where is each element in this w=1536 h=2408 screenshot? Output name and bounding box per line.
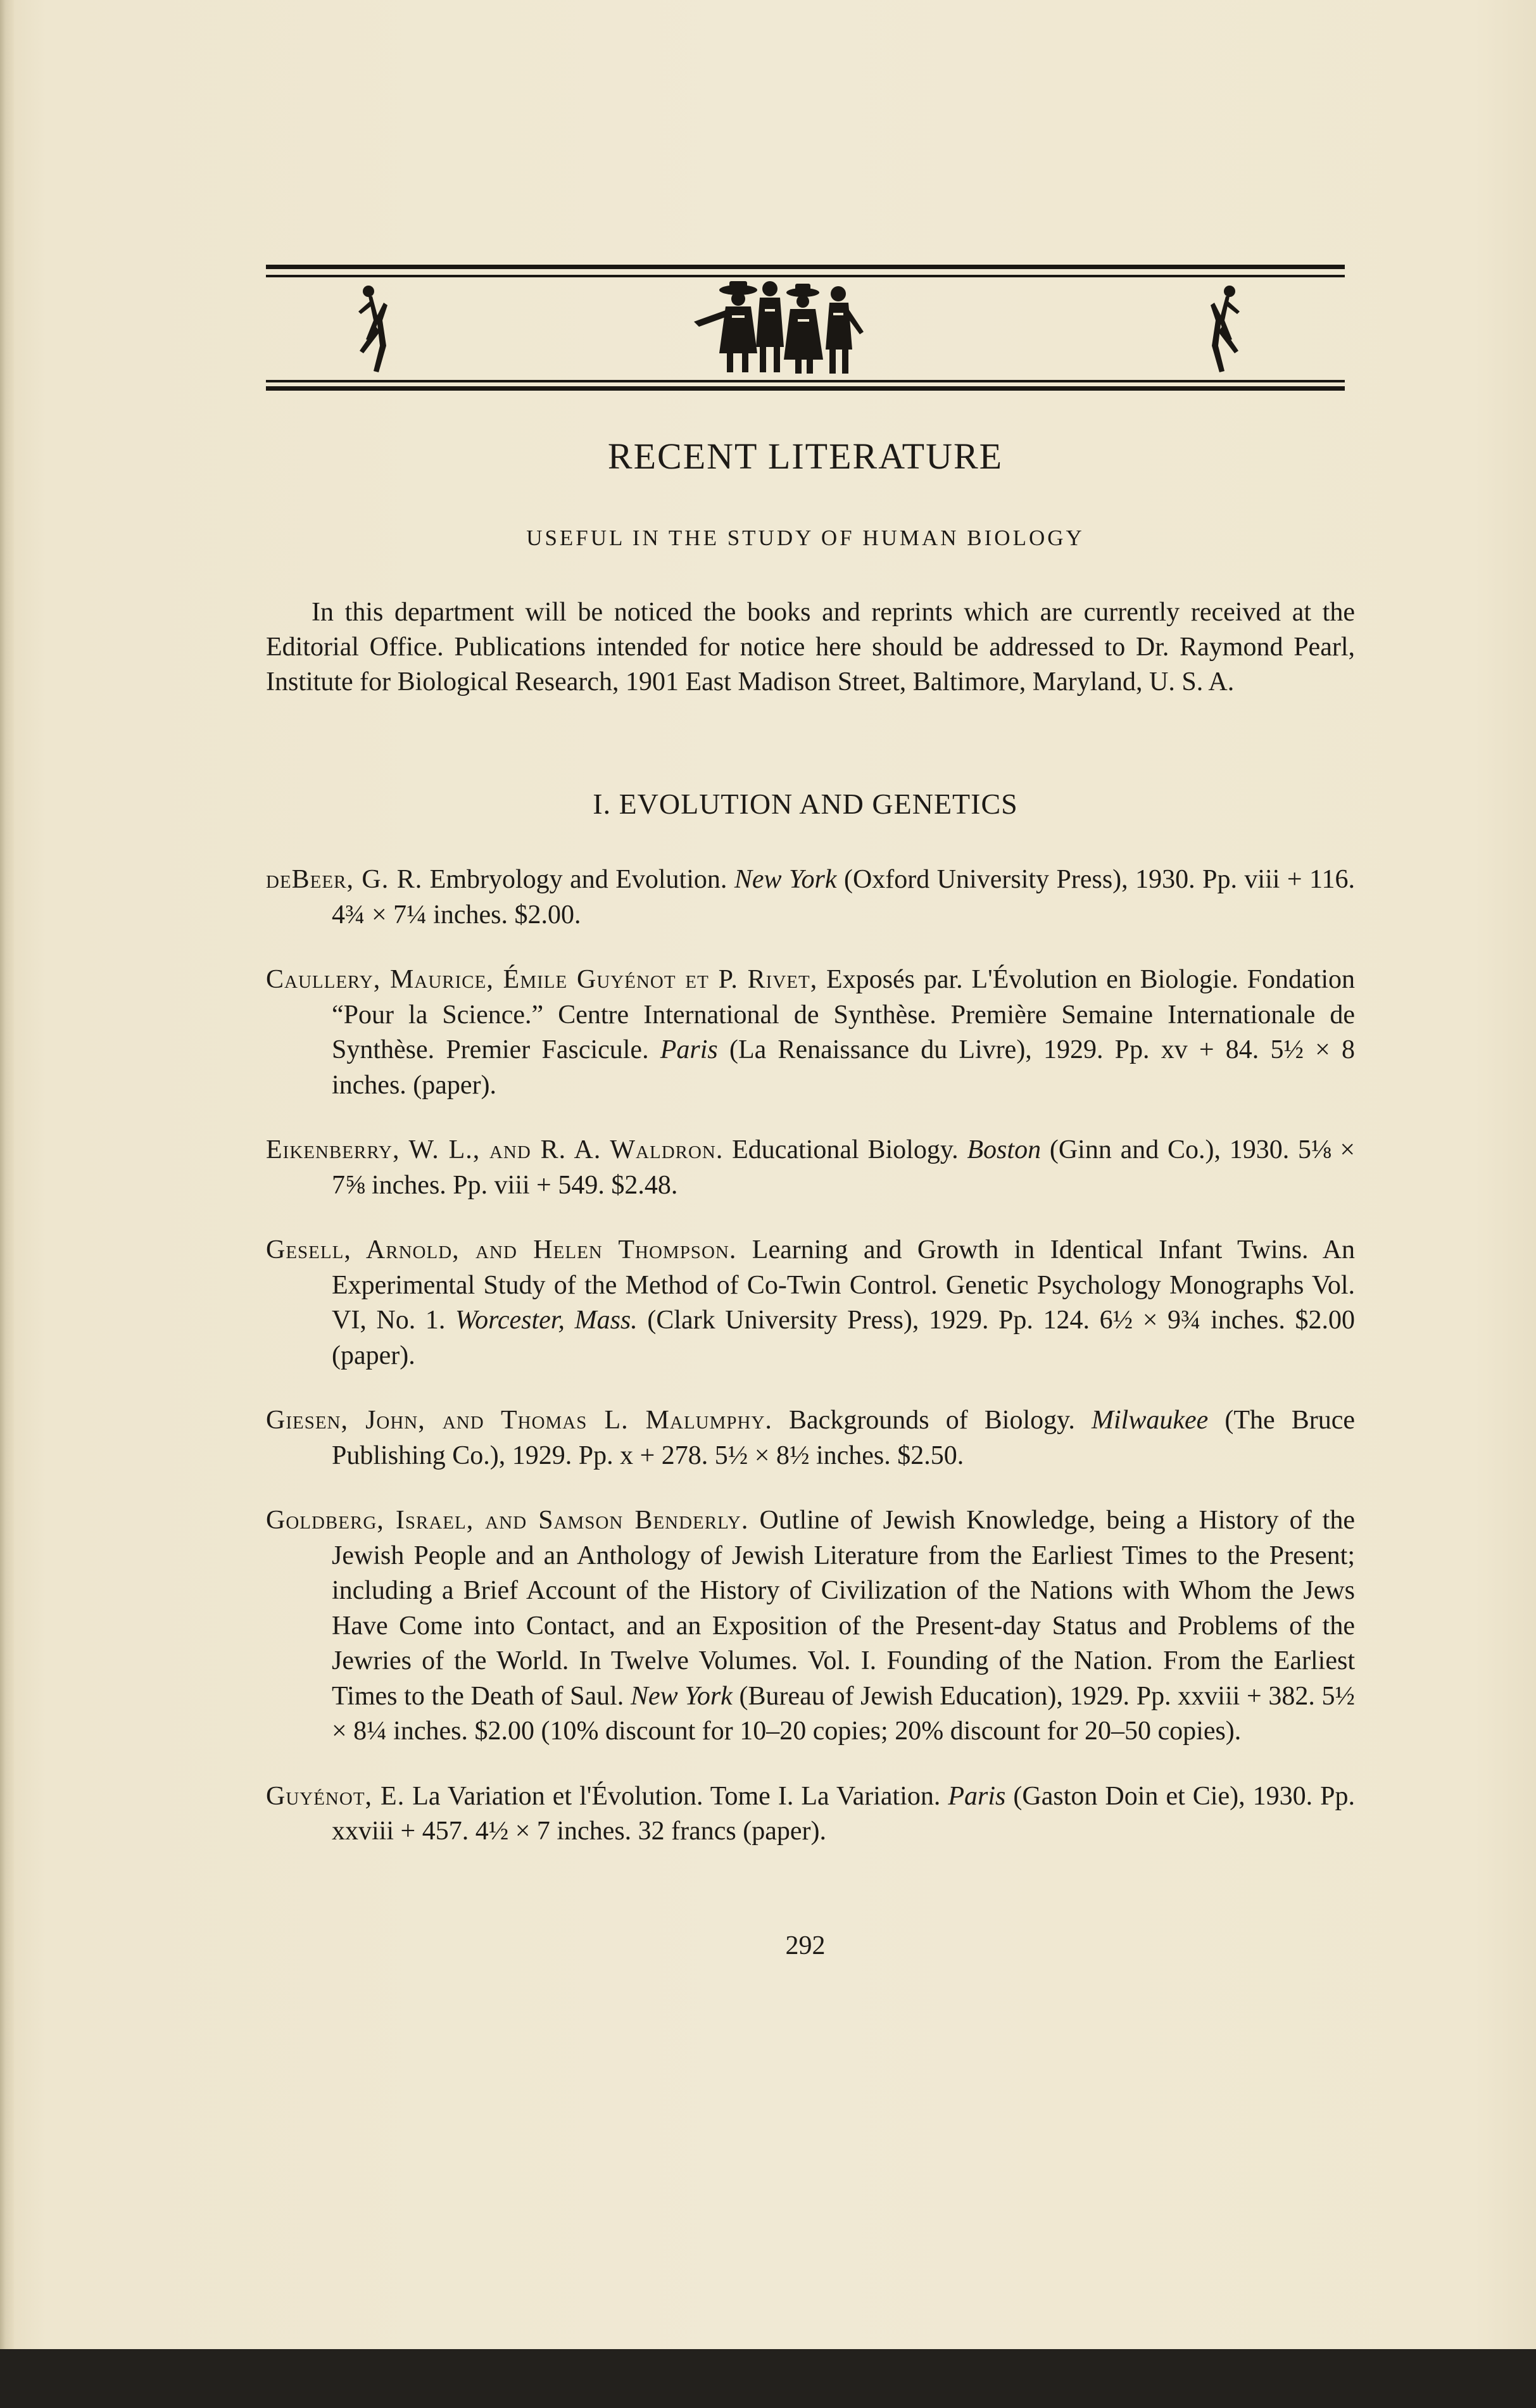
center-group-figures: [694, 271, 878, 380]
entry-place: Worcester, Mass.: [455, 1306, 638, 1335]
entry-title: Outline of Jewish Knowledge, being a History of the Jewish People and an Anthology of Jewish Literature from the Earliest Times to the Present; including a Brief Account of the History of Civilization of the Nations with Whom the Jews Have Come into Contact, and an Exposition of the Present-day Status and Problems of the Jewries of the World. In Twelve Volumes. Vol. I. Founding of the Nation. From the Earliest Times to the Death of Saul.: [332, 1506, 1355, 1711]
bibliography-entry: [266, 1233, 1355, 1373]
entry-details: (Oxford University Press), 1930. Pp. viii + 116. 4¾ × 7¼ inches. $2.00.: [332, 865, 1355, 930]
entry-title: Educational Biology.: [723, 1135, 967, 1164]
scan-background: [0, 2349, 1536, 2408]
bottom-rule: [266, 386, 1345, 391]
entry-title: Backgrounds of Biology.: [772, 1406, 1092, 1435]
page-subtitle: USEFUL IN THE STUDY OF HUMAN BIOLOGY: [526, 526, 1085, 550]
entry-title: La Variation et l'Évolution. Tome I. La Variation.: [405, 1781, 948, 1811]
entry-details: (Clark University Press), 1929. Pp. 124. 6½ × 9¾ inches. $2.00 (paper).: [332, 1306, 1355, 1370]
entry-authors: Giesen, John, and Thomas L. Malumphy.: [266, 1406, 772, 1435]
entry-details: (Gaston Doin et Cie), 1930. Pp. xxviii + 457. 4½ × 7 inches. 32 francs (paper).: [332, 1781, 1356, 1846]
entry-authors: Guyénot, E.: [266, 1781, 405, 1811]
entry-authors: Goldberg, Israel, and Samson Benderly.: [266, 1506, 749, 1535]
right-dancer-figure: [1207, 282, 1245, 377]
entry-place: New York: [734, 865, 837, 894]
entry-place: Paris: [948, 1781, 1006, 1811]
entry-details: (Ginn and Co.), 1930. 5⅛ × 7⅝ inches. Pp. viii + 549. $2.48.: [332, 1135, 1356, 1200]
page-number: 292: [785, 1931, 826, 1960]
page-title: RECENT LITERATURE: [607, 436, 1004, 477]
entry-place: New York: [630, 1681, 733, 1711]
intro-paragraph: In this department will be noticed the books and reprints which are currently received at the Editorial Office. Publications intended for notice here should be addressed to Dr. Raymond Pearl, Institute for Biological Research, 1901 East Madison Street, Baltimore, Maryland, U. S. A.: [266, 598, 1355, 697]
top-rule: [266, 265, 1345, 269]
bibliography-entry: [266, 862, 1355, 933]
bibliography-list: [266, 862, 1355, 1850]
entry-place: Milwaukee: [1092, 1406, 1209, 1435]
entry-place: Boston: [967, 1135, 1042, 1164]
left-dancer-figure: [355, 282, 393, 377]
entry-place: Paris: [660, 1035, 718, 1064]
section-heading: I. EVOLUTION AND GENETICS: [593, 788, 1018, 820]
bibliography-entry: [266, 1133, 1355, 1203]
entry-title: Exposés par. L'Évolution en Biologie. Fondation “Pour la Science.” Centre International de Synthèse. Première Semaine Internationale de Synthèse. Premier Fascicule.: [332, 965, 1356, 1064]
bibliography-entry: [266, 1503, 1355, 1749]
bibliography-entry: [266, 1779, 1355, 1850]
entry-authors: Eikenberry, W. L., and R. A. Waldron.: [266, 1135, 724, 1164]
bottom-rule-thin: [266, 380, 1345, 382]
entry-authors: Caullery, Maurice, Émile Guyénot et P. Rivet,: [266, 965, 818, 994]
entry-title: Embryology and Evolution.: [422, 865, 734, 894]
bibliography-entry: [266, 1403, 1355, 1473]
entry-authors: Gesell, Arnold, and Helen Thompson.: [266, 1235, 737, 1264]
entry-title: Learning and Growth in Identical Infant Twins. An Experimental Study of the Method of Co-Twin Control. Genetic Psychology Monographs Vol. VI, No. 1.: [332, 1235, 1355, 1335]
entry-details: (Bureau of Jewish Education), 1929. Pp. xxviii + 382. 5½ × 8¼ inches. $2.00 (10% discount for 10–20 copies; 20% discount for 20–50 copies).: [332, 1681, 1355, 1746]
entry-details: (The Bruce Publishing Co.), 1929. Pp. x + 278. 5½ × 8½ inches. $2.50.: [332, 1406, 1355, 1470]
entry-authors: deBeer, G. R.: [266, 865, 423, 894]
entry-details: (La Renaissance du Livre), 1929. Pp. xv + 84. 5½ × 8 inches. (paper).: [332, 1035, 1355, 1100]
header-ornament: [266, 265, 1345, 391]
bibliography-entry: [266, 962, 1355, 1103]
page-edge: [0, 0, 14, 2349]
